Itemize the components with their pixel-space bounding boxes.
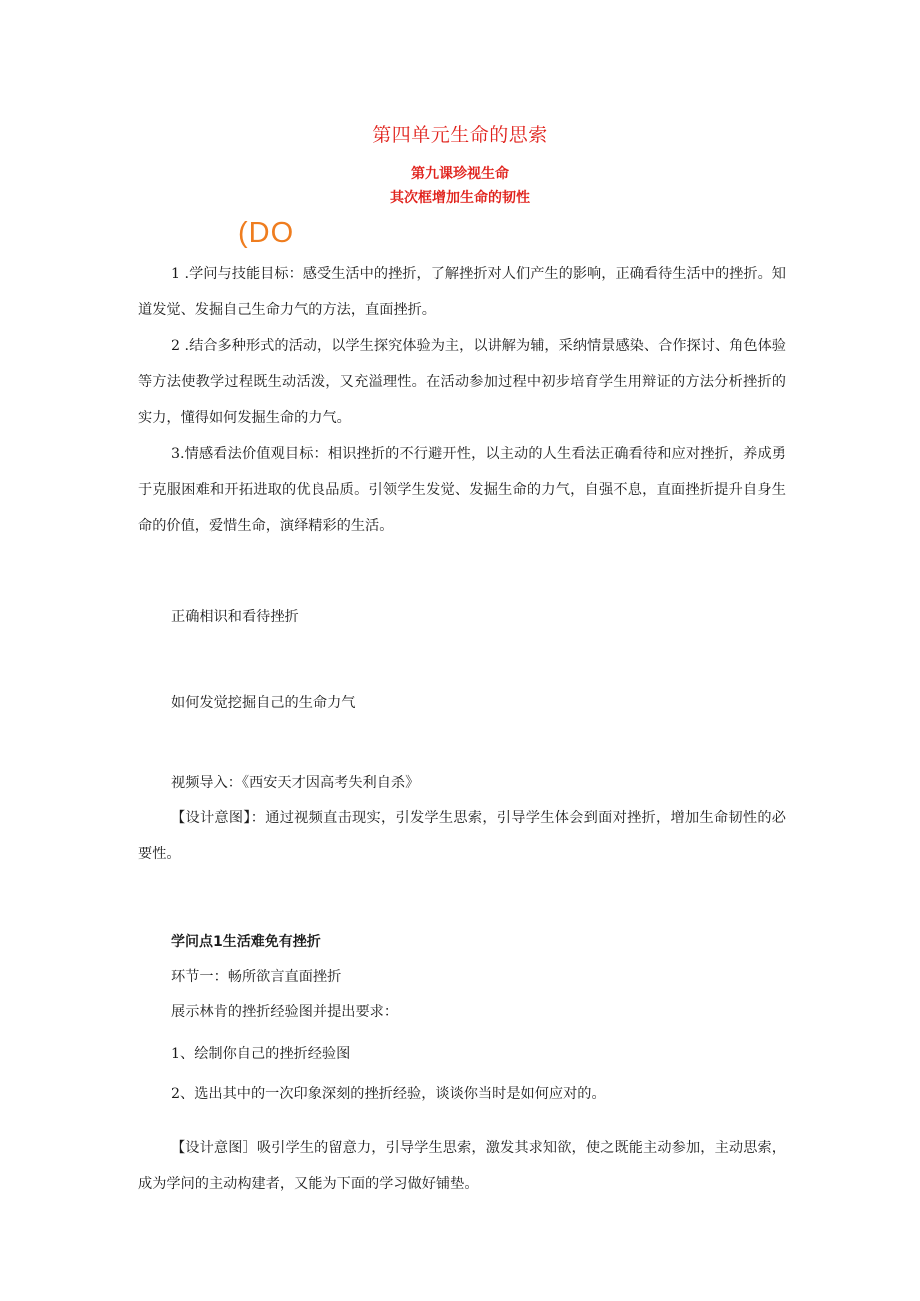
- section1-step: 环节一：畅所欲言直面挫折: [171, 969, 342, 985]
- section1-prompt: 展示林肯的挫折经验图并提出要求：: [171, 1004, 399, 1020]
- key-point: 正确相识和看待挫折: [171, 609, 299, 625]
- section1-title: 学问点1生活难免有挫折: [171, 934, 321, 950]
- unit-title: 第四单元生命的思索: [372, 124, 548, 146]
- intro-design-intent: 【设计意图】：通过视频直击现实，引发学生思索，引导学生体会到面对挫折，增加生命韧性的必要性。: [138, 810, 786, 862]
- difficult-point: 如何发觉挖掘自己的生命力气: [171, 695, 356, 711]
- lesson-title: 第九课珍视生命: [411, 166, 509, 182]
- video-intro: 视频导入：《西安天才因高考失利自杀》: [171, 775, 420, 791]
- section1-requirement-1: 1、绘制你自己的挫折经验图: [171, 1046, 351, 1062]
- section1-requirement-2: 2、选出其中的一次印象深刻的挫折经验，谈谈你当时是如何应对的。: [171, 1086, 606, 1102]
- objective-process: 2 .结合多种形式的活动，以学生探究体验为主，以讲解为辅，采纳情景感染、合作探讨、角色体验等方法使教学过程既生动活泼，又充溢理性。在活动参加过程中初步培育学生用辩证的方法分析挫折的实力，懂得如何发掘生命的力气。: [138, 338, 786, 426]
- section-mark: (DO: [238, 217, 295, 249]
- objective-emotion: 3.情感看法价值观目标：相识挫折的不行避开性，以主动的人生看法正确看待和应对挫折，养成勇于克服困难和开拓进取的优良品质。引领学生发觉、发掘生命的力气，自强不息，直面挫折提升自身生命的价值，爱惜生命，演绎精彩的生活。: [138, 446, 786, 534]
- objective-knowledge: 1 .学问与技能目标：感受生活中的挫折，了解挫折对人们产生的影响，正确看待生活中的挫折。知道发觉、发掘自己生命力气的方法，直面挫折。: [138, 266, 786, 318]
- frame-title: 其次框增加生命的韧性: [390, 190, 530, 206]
- section1-design-intent: 【设计意图］吸引学生的留意力，引导学生思索，激发其求知欲，使之既能主动参加，主动思索，成为学问的主动构建者，又能为下面的学习做好铺垫。: [138, 1140, 786, 1192]
